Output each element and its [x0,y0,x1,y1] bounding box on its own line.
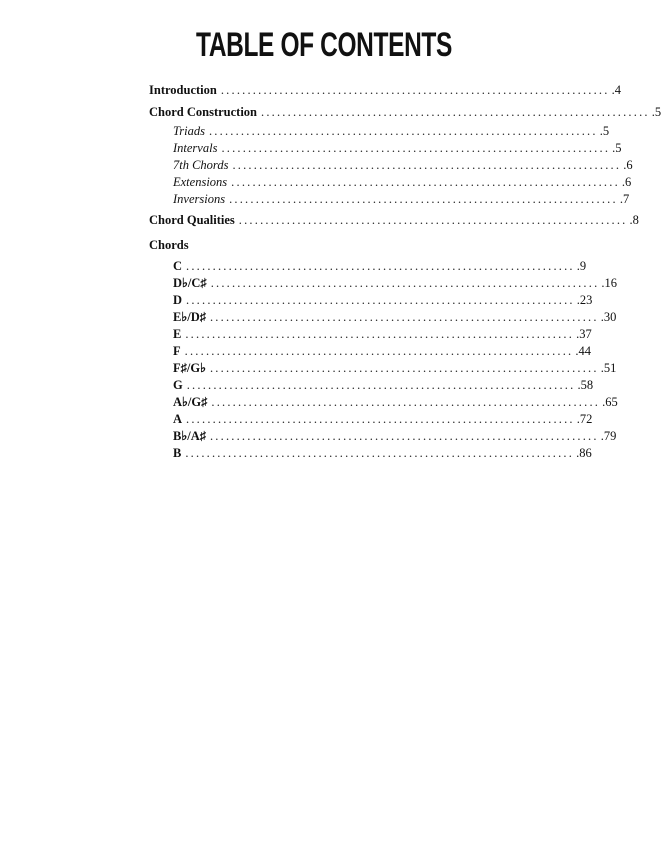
toc-chord-entry[interactable] [173,326,592,342]
chord-page: .23 [576,293,593,307]
toc-entry-label: 7th Chords [173,158,229,172]
chord-label: B [173,446,182,460]
dot-leader: ......................................................................... [209,361,599,375]
toc-entry-page: .7 [619,192,630,206]
chord-page: .44 [575,344,591,358]
chord-page: .65 [602,395,618,409]
chord-label: D♭/C♯ [173,276,207,290]
toc-entry-label: Triads [173,124,205,138]
dot-leader: ......................................................................... [186,412,575,426]
dot-leader: ......................................................................... [209,310,599,324]
dot-leader: ......................................................................... [185,446,575,460]
dot-leader: ......................................................................... [221,141,611,155]
toc-chord-entry[interactable] [173,258,587,274]
chord-page: .9 [576,259,587,273]
toc-entry-label: Chord Qualities [149,213,235,227]
toc-entry-inversions[interactable] [173,191,630,207]
dot-leader: ......................................................................... [220,83,610,97]
toc-entry-intervals[interactable] [173,140,622,156]
dot-leader: ......................................................................... [209,429,599,443]
toc-entry-page: .5 [612,141,622,155]
toc-entry-chord-construction[interactable] [149,104,661,120]
toc-chord-entry[interactable] [173,428,617,444]
chord-page: .30 [600,310,617,324]
dot-leader: ......................................................................... [231,175,620,189]
dot-leader: ......................................................................... [185,327,575,341]
toc-chord-entry[interactable] [173,343,591,359]
chord-page: .16 [601,276,618,290]
toc-entry-page: .5 [651,105,661,119]
toc-entry-page: .6 [621,175,632,189]
chord-label: A [173,412,183,426]
chord-page: .86 [576,446,592,460]
toc-entry-triads[interactable] [173,123,610,139]
toc-chord-entry[interactable] [173,292,593,308]
toc-entry-page: .4 [611,83,621,97]
dot-leader: ......................................................................... [232,158,622,172]
chord-label: C [173,259,183,273]
toc-chord-entry[interactable] [173,360,617,376]
chord-label: F [173,344,181,358]
toc-entry-page: .8 [629,213,639,227]
toc-chord-entry[interactable] [173,411,593,427]
chord-label: E♭/D♯ [173,310,206,324]
dot-leader: ......................................................................... [211,395,601,409]
chord-page: .72 [576,412,593,426]
toc-entry-label: Inversions [173,192,226,206]
toc-entry-label: Introduction [149,83,217,97]
chord-label: A♭/G♯ [173,395,208,409]
toc-entry-page: .5 [599,124,610,138]
toc-entry-chord-qualities[interactable] [149,212,639,228]
toc-chord-entry[interactable] [173,309,617,325]
toc-entry-page: .6 [623,158,633,172]
toc-chord-entry[interactable] [173,275,618,291]
dot-leader: ......................................................................... [186,293,575,307]
dot-leader: ......................................................................... [229,192,618,206]
chord-label: F♯/G♭ [173,361,206,375]
chord-label: D [173,293,183,307]
toc-entry-label: Intervals [173,141,218,155]
dot-leader: ......................................................................... [186,259,575,273]
chord-page: .37 [576,327,592,341]
toc-entry-label: Extensions [173,175,228,189]
toc-chord-entry[interactable] [173,377,594,393]
chord-label: B♭/A♯ [173,429,206,443]
dot-leader: ......................................................................... [184,344,574,358]
page-title: TABLE OF CONTENTS [196,26,452,64]
dot-leader: ......................................................................... [261,105,650,119]
chord-page: .58 [577,378,594,392]
chord-label: E [173,327,182,341]
toc-chord-entry[interactable] [173,394,618,410]
dot-leader: ......................................................................... [210,276,600,290]
toc-entry-introduction[interactable] [149,82,621,98]
chord-page: .79 [600,429,617,443]
toc-entry-7th-chords[interactable] [173,157,633,173]
dot-leader: ......................................................................... [186,378,576,392]
toc-entry-extensions[interactable] [173,174,632,190]
dot-leader: ......................................................................... [238,213,628,227]
toc-entry-label: Chord Construction [149,105,257,119]
chords-heading: Chords [149,238,189,252]
chord-label: G [173,378,183,392]
toc-chord-entry[interactable] [173,445,592,461]
chord-page: .51 [600,361,617,375]
dot-leader: ......................................................................... [208,124,598,138]
